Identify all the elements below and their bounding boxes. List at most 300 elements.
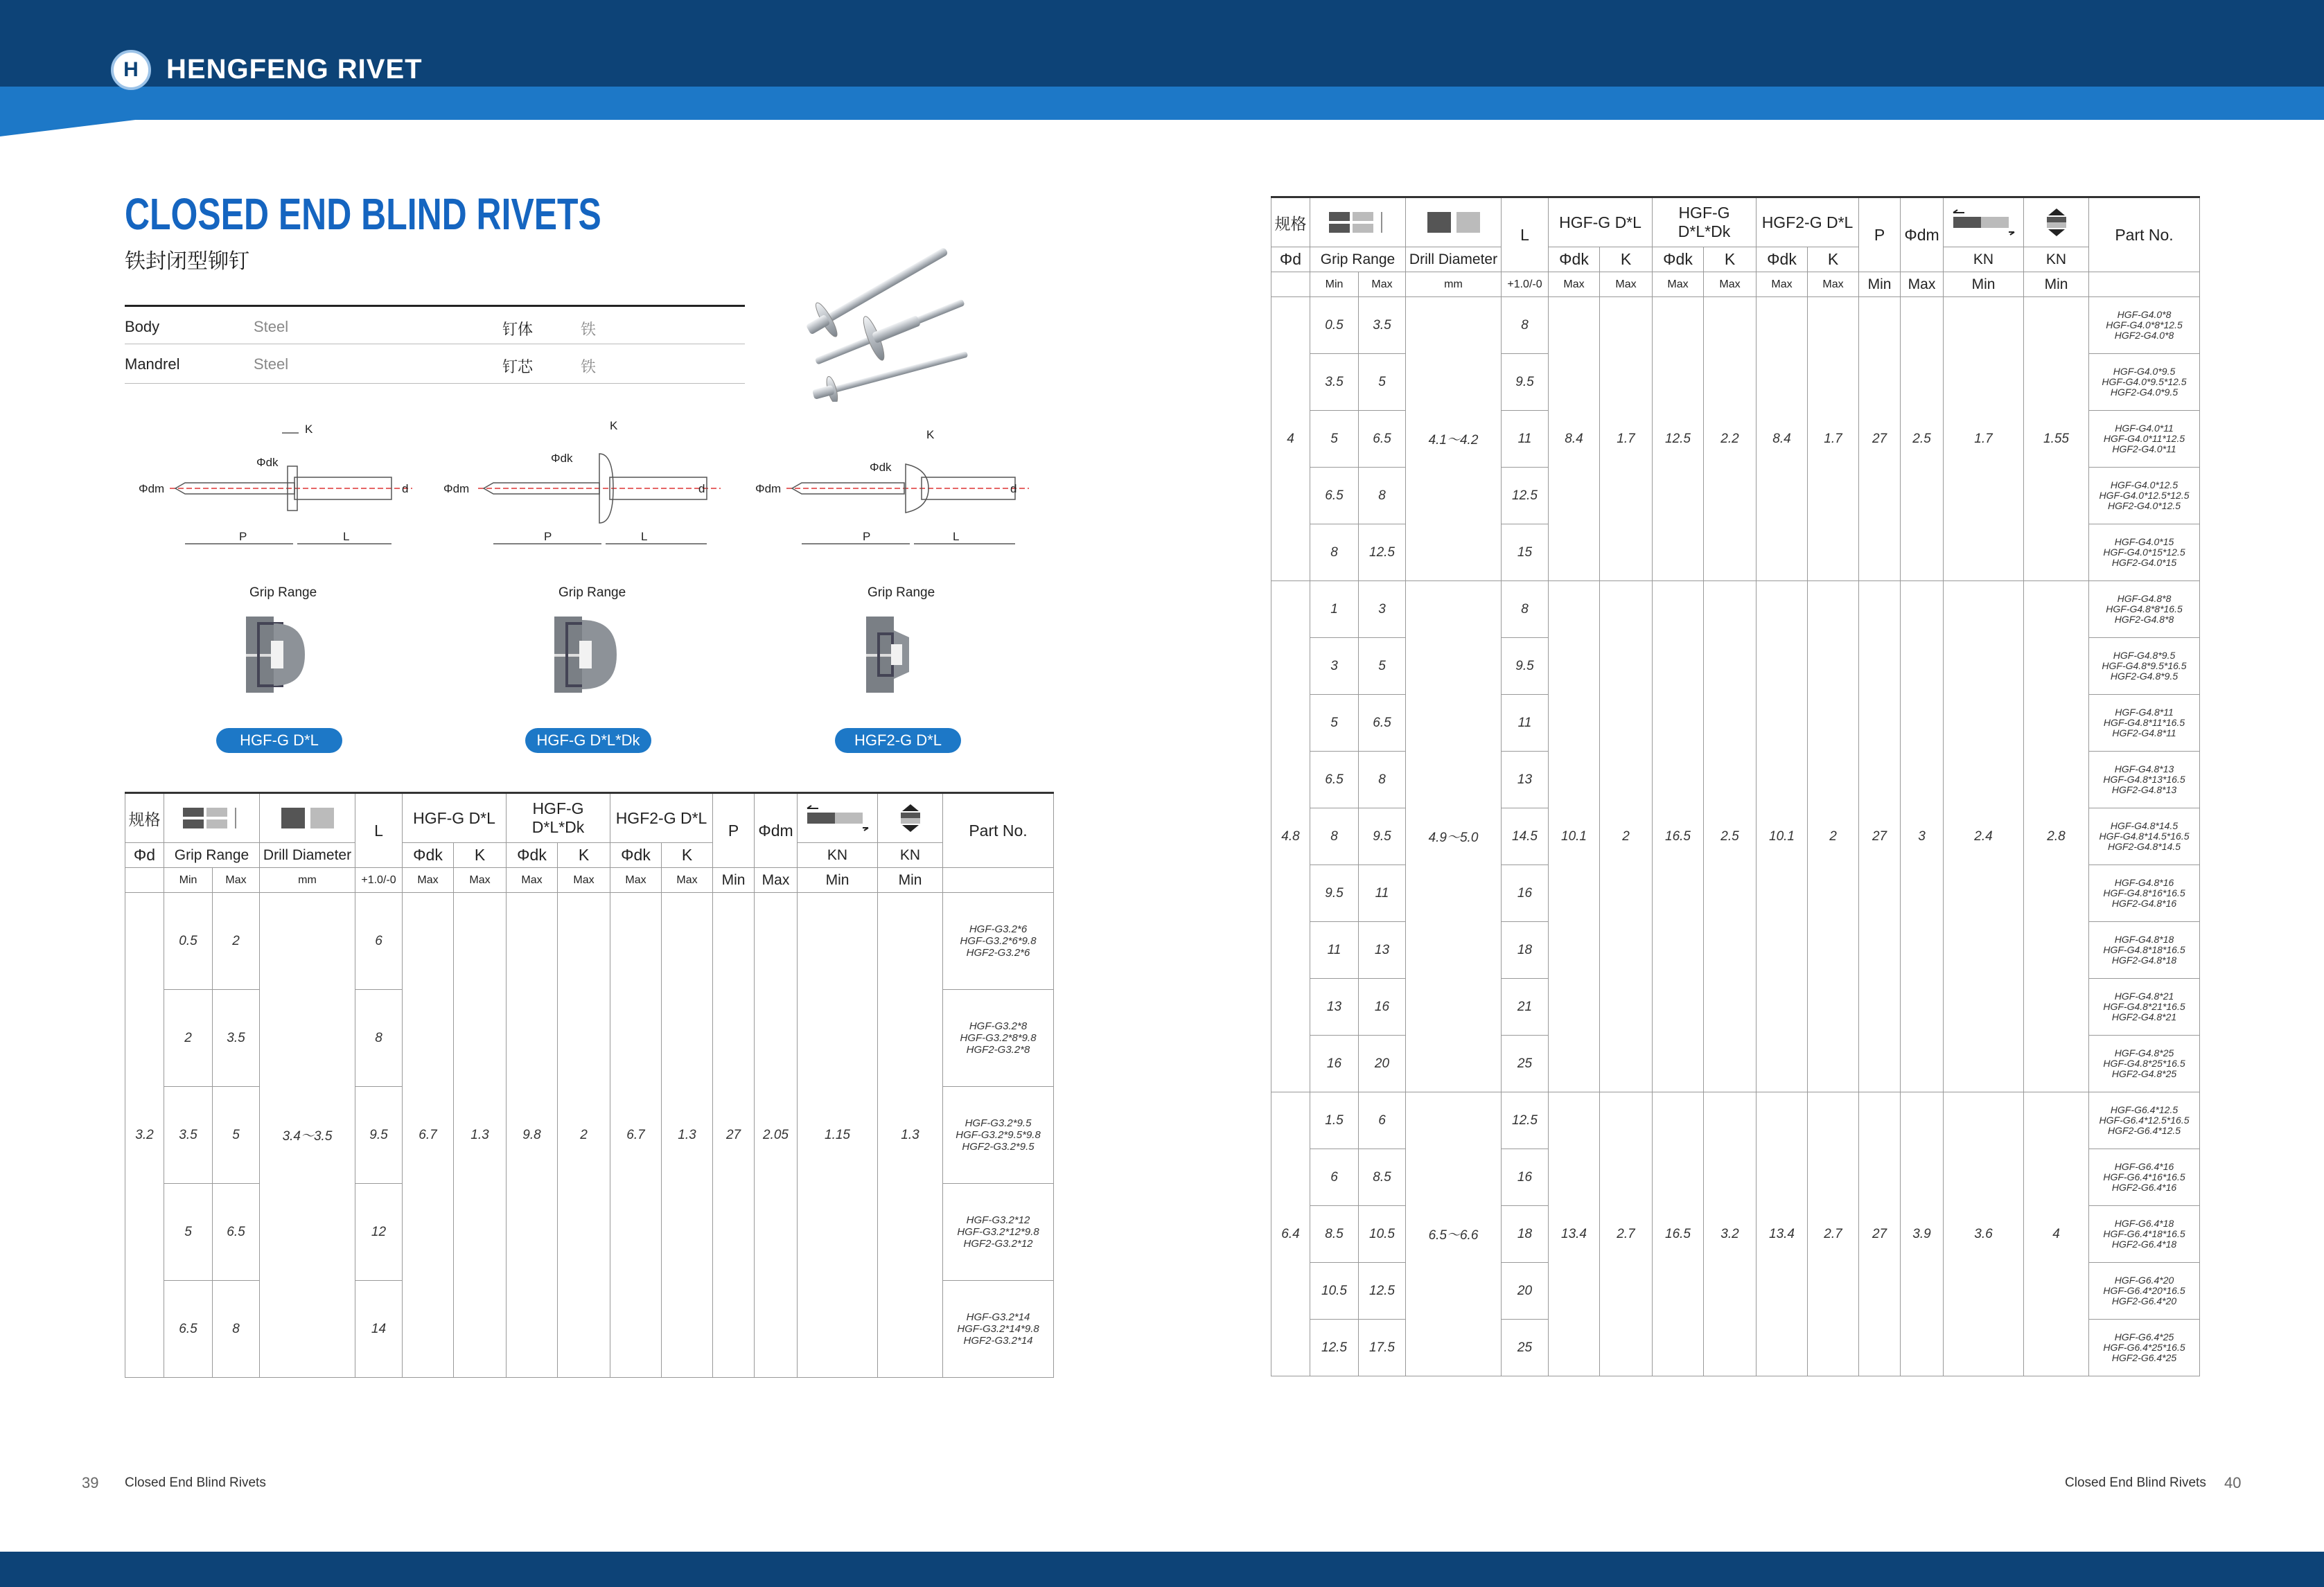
col-max: Max — [454, 868, 507, 893]
cell-hgfdk-dk: 16.5 — [1653, 581, 1704, 1092]
col-tolerance: +1.0/-0 — [1502, 272, 1549, 297]
col-max: Max — [1549, 272, 1600, 297]
part-number: HGF-G4.8*11 — [2115, 707, 2174, 718]
cell-part-no — [2089, 752, 2200, 808]
cell-grip-min: 8 — [1310, 808, 1359, 865]
grip-range-label: Grip Range — [249, 585, 317, 600]
drill-diameter-icon — [260, 793, 355, 843]
col-max: Max — [1808, 272, 1859, 297]
cell-L: 18 — [1502, 922, 1549, 979]
cell-part-no — [2089, 581, 2200, 638]
cell-part-no — [943, 1281, 1054, 1378]
page-footer-title-right: Closed End Blind Rivets — [2065, 1475, 2206, 1490]
col-d: Φd — [1271, 247, 1310, 272]
cell-kn-shear: 1.15 — [798, 893, 878, 1378]
cell-L: 9.5 — [1502, 638, 1549, 695]
col-spec: 规格 — [1271, 197, 1310, 247]
part-number: HGF-G3.2*12*9.8 — [957, 1225, 1039, 1238]
cell-L: 12 — [355, 1184, 403, 1281]
cell-L: 15 — [1502, 524, 1549, 581]
cell-part-no — [943, 990, 1054, 1087]
cell-part-no — [2089, 979, 2200, 1036]
page-subtitle-cn: 铁封闭型铆钉 — [125, 249, 249, 274]
cell-grip-min: 5 — [164, 1184, 213, 1281]
col-d-unit — [125, 868, 164, 893]
cell-L: 8 — [1502, 297, 1549, 354]
cell-hgf2-k: 2.7 — [1808, 1092, 1859, 1376]
cell-grip-min: 6.5 — [1310, 752, 1359, 808]
product-rivets-image — [790, 229, 998, 402]
spec-table-head — [125, 793, 1054, 893]
cell-part-no — [2089, 1092, 2200, 1149]
tensile-strength-icon — [2024, 197, 2089, 247]
header-band-light — [0, 87, 2324, 120]
cell-hgfdk-k: 2 — [558, 893, 610, 1378]
col-max: Max — [403, 868, 454, 893]
col-dm: Φdm — [1901, 197, 1944, 272]
drill-diameter-icon — [1406, 197, 1502, 247]
cell-drill: 4.1～4.2 — [1406, 297, 1502, 581]
col-min: Min — [1859, 272, 1901, 297]
cell-part-no — [2089, 524, 2200, 581]
part-number: HGF-G6.4*20 — [2114, 1275, 2174, 1286]
material-value-cn: 铁 — [581, 359, 597, 376]
dim-label-d: d — [402, 482, 409, 495]
cell-grip-max: 3.5 — [1359, 297, 1406, 354]
cell-grip-max: 2 — [213, 893, 260, 990]
part-number: HGF-G4.0*12.5*12.5 — [2099, 490, 2190, 502]
col-dm: Φdm — [755, 793, 798, 868]
part-number: HGF-G6.4*16*16.5 — [2103, 1171, 2185, 1183]
cell-hgfdk-dk: 16.5 — [1653, 1092, 1704, 1376]
cell-grip-max: 5 — [1359, 354, 1406, 411]
cell-part-no — [943, 1087, 1054, 1184]
col-max: Max — [507, 868, 558, 893]
cell-part-no — [2089, 808, 2200, 865]
part-number: HGF2-G4.0*15 — [2111, 556, 2177, 568]
cell-hgf-k: 2 — [1600, 581, 1653, 1092]
part-number: HGF2-G6.4*18 — [2111, 1238, 2177, 1250]
cell-part-no — [2089, 1263, 2200, 1320]
col-max: Max — [1704, 272, 1757, 297]
cell-hgf2-k: 1.3 — [662, 893, 713, 1378]
part-number: HGF-G3.2*6 — [969, 923, 1028, 935]
dim-label-dk: Φdk — [256, 456, 279, 469]
part-number: HGF-G6.4*18*16.5 — [2103, 1228, 2185, 1240]
cell-hgfdk-dk: 12.5 — [1653, 297, 1704, 581]
cell-grip-max: 8 — [213, 1281, 260, 1378]
col-max: Max — [662, 868, 713, 893]
col-grip-range: Grip Range — [1310, 247, 1406, 272]
spec-table-body — [125, 893, 1054, 1378]
cell-hgf2-dk: 6.7 — [610, 893, 662, 1378]
cell-grip-max: 8 — [1359, 468, 1406, 524]
dim-label-p: P — [863, 530, 871, 543]
part-number: HGF2-G3.2*8 — [966, 1044, 1030, 1056]
cell-L: 14 — [355, 1281, 403, 1378]
cell-hgf-k: 1.3 — [454, 893, 507, 1378]
part-number: HGF2-G4.8*8 — [2114, 613, 2174, 625]
type-pill-hgf-dk: HGF-G D*L*Dk — [525, 728, 651, 753]
cell-hgf-dk: 13.4 — [1549, 1092, 1600, 1376]
type-pill-hgf: HGF-G D*L — [216, 728, 342, 753]
part-number: HGF-G4.8*13 — [2114, 763, 2174, 775]
cell-grip-max: 9.5 — [1359, 808, 1406, 865]
col-max: Max — [558, 868, 610, 893]
cell-part-no — [943, 893, 1054, 990]
part-number: HGF-G6.4*18 — [2114, 1218, 2174, 1230]
cell-grip-min: 3.5 — [1310, 354, 1359, 411]
col-k: K — [454, 843, 507, 868]
part-number: HGF-G6.4*12.5*16.5 — [2099, 1115, 2190, 1126]
part-number: HGF-G3.2*8*9.8 — [960, 1031, 1037, 1044]
dim-label-dk: Φdk — [551, 452, 573, 465]
cell-grip-max: 11 — [1359, 865, 1406, 922]
cell-grip-max: 8 — [1359, 752, 1406, 808]
cell-grip-max: 12.5 — [1359, 1263, 1406, 1320]
cell-part-no — [2089, 1149, 2200, 1206]
part-number: HGF-G4.8*14.5 — [2110, 820, 2178, 832]
col-min: Min — [878, 868, 943, 893]
cell-grip-min: 11 — [1310, 922, 1359, 979]
brand-logo-icon: H — [111, 50, 151, 90]
cell-L: 9.5 — [355, 1087, 403, 1184]
cell-part-no — [2089, 695, 2200, 752]
material-label-cn: 钉芯 — [502, 359, 534, 376]
cell-drill: 6.5～6.6 — [1406, 1092, 1502, 1376]
cell-drill: 4.9～5.0 — [1406, 581, 1502, 1092]
col-hgf2: HGF2-G D*L — [610, 793, 713, 843]
part-number: HGF-G4.8*11*16.5 — [2103, 717, 2185, 729]
page-footer-title-left: Closed End Blind Rivets — [125, 1475, 266, 1490]
cell-L: 6 — [355, 893, 403, 990]
col-min: Min — [2024, 272, 2089, 297]
col-P: P — [713, 793, 755, 868]
col-drill-diameter: Drill Diameter — [1406, 247, 1502, 272]
col-d-unit — [1271, 272, 1310, 297]
part-number: HGF-G4.8*16*16.5 — [2103, 887, 2185, 899]
col-hgf: HGF-G D*L — [403, 793, 507, 843]
col-k: K — [1600, 247, 1653, 272]
col-max: Max — [1901, 272, 1944, 297]
part-number: HGF-G4.8*8 — [2117, 593, 2172, 605]
spec-table-body — [1271, 297, 2200, 1376]
part-number: HGF-G6.4*25*16.5 — [2103, 1342, 2185, 1354]
cell-grip-max: 6 — [1359, 1092, 1406, 1149]
part-number: HGF-G4.8*18 — [2114, 934, 2174, 946]
material-label-cn: 钉体 — [502, 321, 534, 339]
part-number: HGF2-G6.4*20 — [2111, 1295, 2177, 1306]
cell-grip-min: 6.5 — [164, 1281, 213, 1378]
col-hgf2: HGF2-G D*L — [1757, 197, 1859, 247]
col-min: Min — [164, 868, 213, 893]
col-hgf: HGF-G D*L — [1549, 197, 1653, 247]
dim-label-k: K — [926, 428, 935, 441]
col-spec: 规格 — [125, 793, 164, 843]
cell-grip-max: 5 — [213, 1087, 260, 1184]
part-number: HGF-G6.4*25 — [2114, 1331, 2174, 1343]
cell-grip-min: 16 — [1310, 1036, 1359, 1092]
col-k: K — [1704, 247, 1757, 272]
part-number: HGF2-G3.2*9.5 — [962, 1141, 1035, 1153]
cell-kn-tensile: 1.55 — [2024, 297, 2089, 581]
dim-label-l: L — [953, 530, 960, 543]
part-number: HGF-G6.4*12.5 — [2110, 1104, 2178, 1116]
col-max: Max — [213, 868, 260, 893]
cell-L: 12.5 — [1502, 468, 1549, 524]
shear-strength-icon — [1944, 197, 2024, 247]
cell-grip-max: 6.5 — [1359, 695, 1406, 752]
part-number: HGF2-G4.0*8 — [2114, 329, 2174, 341]
col-kn-tensile: KN — [2024, 247, 2089, 272]
cell-L: 11 — [1502, 695, 1549, 752]
cell-grip-min: 1 — [1310, 581, 1359, 638]
cell-part-no — [2089, 411, 2200, 468]
cell-L: 21 — [1502, 979, 1549, 1036]
col-P: P — [1859, 197, 1901, 272]
material-label: Body — [125, 318, 160, 335]
col-k: K — [558, 843, 610, 868]
material-value: Steel — [254, 318, 289, 335]
part-number: HGF-G4.0*8 — [2117, 309, 2172, 321]
material-row — [125, 305, 745, 344]
grip-range-icon — [164, 793, 260, 843]
part-number: HGF-G3.2*6*9.8 — [960, 934, 1037, 947]
cell-d: 6.4 — [1271, 1092, 1310, 1376]
part-number: HGF-G4.8*21*16.5 — [2103, 1001, 2185, 1013]
cell-grip-min: 6.5 — [1310, 468, 1359, 524]
cell-grip-max: 12.5 — [1359, 524, 1406, 581]
part-number: HGF-G4.8*16 — [2114, 877, 2174, 889]
cell-grip-min: 3 — [1310, 638, 1359, 695]
grip-range-illustration — [239, 603, 315, 707]
part-number: HGF-G4.8*21 — [2114, 991, 2174, 1002]
col-part-no: Part No. — [943, 793, 1054, 868]
dim-label-p: P — [239, 530, 247, 543]
dim-label-l: L — [641, 530, 648, 543]
cell-hgf-k: 1.7 — [1600, 297, 1653, 581]
cell-grip-max: 5 — [1359, 638, 1406, 695]
col-dk: Φdk — [1757, 247, 1808, 272]
cell-grip-min: 0.5 — [164, 893, 213, 990]
part-number: HGF-G4.0*9.5 — [2113, 366, 2176, 378]
cell-part-no — [2089, 638, 2200, 695]
spec-table-head — [1271, 197, 2200, 297]
col-max: Max — [1600, 272, 1653, 297]
cell-grip-min: 5 — [1310, 695, 1359, 752]
cell-hgfdk-k: 2.2 — [1704, 297, 1757, 581]
part-number: HGF-G4.0*15 — [2114, 536, 2174, 548]
col-min: Min — [798, 868, 878, 893]
dim-label-dm: Φdm — [755, 482, 782, 495]
cell-L: 14.5 — [1502, 808, 1549, 865]
material-row — [125, 344, 745, 384]
part-number: HGF-G4.8*13*16.5 — [2103, 774, 2185, 786]
part-number: HGF-G4.8*18*16.5 — [2103, 944, 2185, 956]
page-header — [0, 0, 2324, 139]
col-kn-tensile: KN — [878, 843, 943, 868]
footer-bar — [0, 1552, 2324, 1587]
cell-kn-shear: 3.6 — [1944, 1092, 2024, 1376]
col-dk: Φdk — [610, 843, 662, 868]
col-L: L — [355, 793, 403, 868]
cell-grip-min: 5 — [1310, 411, 1359, 468]
dim-label-l: L — [343, 530, 350, 543]
cell-part-no — [2089, 1206, 2200, 1263]
dim-label-d: d — [1010, 482, 1017, 495]
part-number: HGF2-G3.2*14 — [963, 1335, 1033, 1347]
cell-part-no — [943, 1184, 1054, 1281]
table-row — [125, 893, 1054, 990]
cell-grip-min: 9.5 — [1310, 865, 1359, 922]
cell-L: 16 — [1502, 865, 1549, 922]
grip-range-label: Grip Range — [868, 585, 935, 600]
spec-table-left — [125, 792, 1054, 1378]
header-fold — [0, 118, 152, 136]
part-number: HGF-G6.4*16 — [2114, 1161, 2174, 1173]
part-number: HGF-G4.8*9.5 — [2113, 650, 2176, 662]
table-row — [1271, 297, 2200, 354]
part-number: HGF2-G4.0*12.5 — [2107, 499, 2181, 511]
shear-strength-icon — [798, 793, 878, 843]
part-number: HGF2-G4.0*11 — [2112, 443, 2176, 454]
cell-hgf2-dk: 10.1 — [1757, 581, 1808, 1092]
cell-L: 12.5 — [1502, 1092, 1549, 1149]
cell-drill: 3.4～3.5 — [260, 893, 355, 1378]
cell-hgf-dk: 6.7 — [403, 893, 454, 1378]
cell-grip-min: 1.5 — [1310, 1092, 1359, 1149]
part-number: HGF-G3.2*9.5*9.8 — [956, 1128, 1041, 1141]
cell-hgf-dk: 8.4 — [1549, 297, 1600, 581]
col-min: Min — [1310, 272, 1359, 297]
brand-name: HENGFENG RIVET — [166, 54, 423, 85]
cell-grip-max: 10.5 — [1359, 1206, 1406, 1263]
cell-kn-shear: 1.7 — [1944, 297, 2024, 581]
part-number: HGF2-G4.8*18 — [2111, 954, 2177, 966]
cell-grip-max: 6.5 — [1359, 411, 1406, 468]
material-value-cn: 铁 — [581, 321, 597, 339]
material-value: Steel — [254, 355, 289, 373]
part-number: HGF2-G3.2*12 — [963, 1238, 1033, 1250]
col-min: Min — [1944, 272, 2024, 297]
cell-L: 13 — [1502, 752, 1549, 808]
col-part-no-unit — [2089, 272, 2200, 297]
col-max: Max — [1359, 272, 1406, 297]
part-number: HGF-G3.2*9.5 — [965, 1117, 1032, 1129]
cell-hgf-dk: 10.1 — [1549, 581, 1600, 1092]
part-number: HGF2-G4.8*11 — [2112, 727, 2176, 738]
materials-table — [125, 305, 745, 384]
page-number-right: 40 — [2224, 1474, 2242, 1491]
cell-part-no — [2089, 1320, 2200, 1376]
cell-grip-min: 6 — [1310, 1149, 1359, 1206]
col-kn-shear: KN — [798, 843, 878, 868]
part-number: HGF2-G4.8*25 — [2111, 1067, 2177, 1079]
cell-L: 25 — [1502, 1320, 1549, 1376]
grip-range-label: Grip Range — [558, 585, 626, 600]
part-number: HGF2-G4.8*13 — [2111, 783, 2177, 795]
rivet-dimension-diagram — [135, 419, 426, 558]
col-L: L — [1502, 197, 1549, 272]
page-number-left: 39 — [82, 1474, 99, 1491]
part-number: HGF2-G4.8*16 — [2111, 897, 2177, 909]
col-hgf-dk: HGF-G D*L*Dk — [1653, 197, 1757, 247]
part-number: HGF-G3.2*8 — [969, 1020, 1028, 1032]
part-number: HGF-G4.8*9.5*16.5 — [2102, 660, 2187, 672]
part-number: HGF2-G4.8*14.5 — [2107, 840, 2181, 852]
part-number: HGF-G3.2*12 — [966, 1214, 1030, 1226]
cell-hgfdk-dk: 9.8 — [507, 893, 558, 1378]
cell-hgf-k: 2.7 — [1600, 1092, 1653, 1376]
cell-grip-max: 20 — [1359, 1036, 1406, 1092]
col-grip-range: Grip Range — [164, 843, 260, 868]
col-dk: Φdk — [403, 843, 454, 868]
col-part-no: Part No. — [2089, 197, 2200, 272]
cell-p: 27 — [713, 893, 755, 1378]
rivet-dimension-diagram — [443, 419, 734, 558]
part-number: HGF-G4.0*15*12.5 — [2103, 547, 2185, 558]
part-number: HGF2-G3.2*6 — [966, 947, 1030, 959]
part-number: HGF-G4.0*8*12.5 — [2106, 319, 2183, 331]
dim-label-dm: Φdm — [139, 482, 165, 495]
col-part-no-unit — [943, 868, 1054, 893]
col-max: Max — [1653, 272, 1704, 297]
col-tolerance: +1.0/-0 — [355, 868, 403, 893]
col-dk: Φdk — [507, 843, 558, 868]
rivet-dimension-diagram — [752, 426, 1043, 565]
dim-label-p: P — [544, 530, 552, 543]
cell-d: 3.2 — [125, 893, 164, 1378]
type-pill-hgf2: HGF2-G D*L — [835, 728, 961, 753]
cell-dm: 3.9 — [1901, 1092, 1944, 1376]
part-number: HGF2-G6.4*16 — [2111, 1181, 2177, 1193]
cell-p: 27 — [1859, 1092, 1901, 1376]
tensile-strength-icon — [878, 793, 943, 843]
cell-kn-tensile: 2.8 — [2024, 581, 2089, 1092]
material-label: Mandrel — [125, 355, 180, 373]
col-dk: Φdk — [1549, 247, 1600, 272]
cell-grip-min: 8 — [1310, 524, 1359, 581]
cell-grip-max: 13 — [1359, 922, 1406, 979]
cell-part-no — [2089, 354, 2200, 411]
part-number: HGF-G4.8*25 — [2114, 1047, 2174, 1059]
cell-L: 8 — [1502, 581, 1549, 638]
part-number: HGF-G4.0*12.5 — [2110, 479, 2178, 491]
col-hgf-dk: HGF-G D*L*Dk — [507, 793, 610, 843]
cell-grip-min: 12.5 — [1310, 1320, 1359, 1376]
cell-part-no — [2089, 468, 2200, 524]
cell-part-no — [2089, 297, 2200, 354]
cell-hgf2-dk: 13.4 — [1757, 1092, 1808, 1376]
dim-label-k: K — [305, 423, 313, 436]
cell-L: 8 — [355, 990, 403, 1087]
part-number: HGF-G4.0*9.5*12.5 — [2102, 376, 2187, 388]
cell-grip-min: 3.5 — [164, 1087, 213, 1184]
cell-L: 18 — [1502, 1206, 1549, 1263]
cell-grip-max: 3 — [1359, 581, 1406, 638]
cell-p: 27 — [1859, 581, 1901, 1092]
col-mm: mm — [260, 868, 355, 893]
cell-L: 11 — [1502, 411, 1549, 468]
cell-dm: 3 — [1901, 581, 1944, 1092]
cell-part-no — [2089, 922, 2200, 979]
grip-range-icon — [1310, 197, 1406, 247]
part-number: HGF2-G6.4*12.5 — [2107, 1124, 2181, 1136]
cell-grip-max: 16 — [1359, 979, 1406, 1036]
grip-range-illustration — [547, 603, 624, 707]
dim-label-k: K — [610, 419, 618, 432]
part-number: HGF2-G4.0*9.5 — [2110, 386, 2178, 398]
